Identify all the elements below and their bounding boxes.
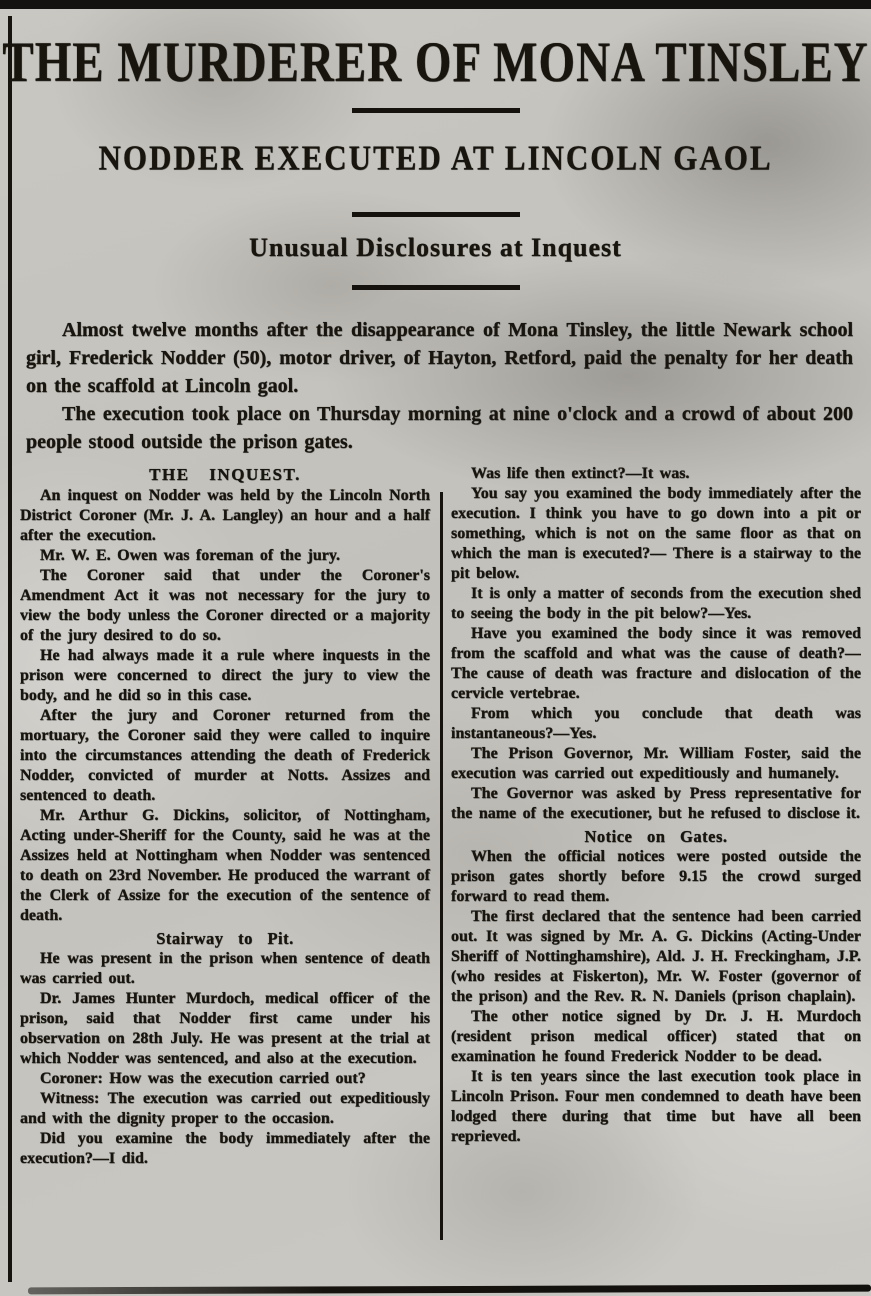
article-paragraph: Was life then extinct?—It was.: [471, 465, 690, 482]
article-paragraph: It is ten years since the last execution took place in Lincoln Prison. Four men condemned to death have been lodged there during that time but have all been reprieved.: [451, 1068, 861, 1145]
section-heading-notice: Notice on Gates.: [584, 827, 728, 846]
article-paragraph: The other notice signed by Dr. J. H. Murdoch (resident prison medical officer) stated that on examination he found Frederick Nodder to be dead.: [451, 1008, 861, 1065]
main-headline: THE MURDERER OF MONA TINSLEY: [2, 30, 869, 95]
article-paragraph: Mr. W. E. Owen was foreman of the jury.: [40, 547, 340, 564]
article-paragraph: When the official notices were posted outside the prison gates shortly before 9.15 the crowd surged forward to read them.: [451, 848, 861, 905]
article-paragraph: The Coroner said that under the Coroner's Amendment Act it was not necessary for the jury to view the body unless the Coroner directed or a majority of the jury desired to do so.: [20, 567, 430, 644]
article-paragraph: He was present in the prison when sentence of death was carried out.: [20, 950, 430, 987]
left-column: [20, 464, 430, 1256]
article-paragraph: It is only a matter of seconds from the execution shed to seeing the body in the pit below?—Yes.: [451, 585, 861, 622]
divider-rule: [352, 108, 520, 113]
article-body-columns: [20, 464, 861, 1256]
lead-section: [26, 316, 853, 456]
lead-paragraph: The execution took place on Thursday morning at nine o'clock and a crowd of about 200 people stood outside the prison gates.: [26, 403, 853, 453]
top-edge-bar: [0, 0, 871, 9]
divider-rule: [352, 285, 520, 290]
article-paragraph: Mr. Arthur G. Dickins, solicitor, of Nottingham, Acting under-Sheriff for the County, said he was at the Assizes held at Nottingham when Nodder was sentenced to death on 23rd November. He produced the warrant of the Clerk of Assize for the execution of the sentence of death.: [20, 807, 430, 924]
crosshead: Unusual Disclosures at Inquest: [249, 233, 622, 262]
section-heading-stairway: Stairway to Pit.: [156, 929, 294, 948]
column-divider-rule: [440, 492, 443, 1240]
lead-paragraph: Almost twelve months after the disappearance of Mona Tinsley, the little Newark school girl, Frederick Nodder (50), motor driver, of Hayton, Retford, paid the penalty for her death on the scaffold at Lincoln gaol.: [26, 319, 853, 397]
right-column: [451, 464, 861, 1256]
article-paragraph: An inquest on Nodder was held by the Lincoln North District Coroner (Mr. J. A. Langley) an hour and a half after the execution.: [20, 487, 430, 544]
bottom-edge-bar: [28, 1285, 871, 1295]
article-paragraph: He had always made it a rule where inquests in the prison were concerned to direct the jury to view the body, and he did so in this case.: [20, 647, 430, 704]
article-paragraph: Did you examine the body immediately after the execution?—I did.: [20, 1130, 430, 1167]
article-paragraph: Have you examined the body since it was removed from the scaffold and what was the cause of death?—The cause of death was fracture and dislocation of the cervicle vertebrae.: [451, 625, 861, 702]
section-heading-inquest: THE INQUEST.: [149, 465, 301, 484]
sub-headline: NODDER EXECUTED AT LINCOLN GAOL: [98, 138, 773, 178]
article-paragraph: From which you conclude that death was instantaneous?—Yes.: [451, 705, 861, 742]
article-paragraph: The Governor was asked by Press representative for the name of the executioner, but he refused to disclose it.: [451, 785, 861, 822]
divider-rule: [352, 212, 520, 217]
article-paragraph: The Prison Governor, Mr. William Foster, said the execution was carried out expeditiously and humanely.: [451, 745, 861, 782]
article-paragraph: Dr. James Hunter Murdoch, medical officer of the prison, said that Nodder first came under his observation on 28th July. He was present at the trial at which Nodder was sentenced, and also at the execution.: [20, 990, 430, 1067]
left-edge-rule: [8, 16, 12, 1282]
article-paragraph: Coroner: How was the execution carried out?: [40, 1070, 366, 1087]
article-paragraph: You say you examined the body immediately after the execution. I think you have to go down into a pit or something, which is not on the same floor as that on which the man is executed?— There is a stairway to the pit below.: [451, 485, 861, 582]
article-paragraph: Witness: The execution was carried out expeditiously and with the dignity proper to the occasion.: [20, 1090, 430, 1127]
article-paragraph: The first declared that the sentence had been carried out. It was signed by Mr. A. G. Dickins (Acting-Under Sheriff of Nottinghamshire), Ald. J. H. Freckingham, J.P. (who resides at Fiskerton), Mr. W. Foster (governor of the prison) and the Rev. R. N. Daniels (prison chaplain).: [451, 908, 861, 1005]
article-paragraph: After the jury and Coroner returned from the mortuary, the Coroner said they were called to inquire into the circumstances attending the death of Frederick Nodder, convicted of murder at Notts. Assizes and sentenced to death.: [20, 707, 430, 804]
article-header: [0, 0, 871, 290]
